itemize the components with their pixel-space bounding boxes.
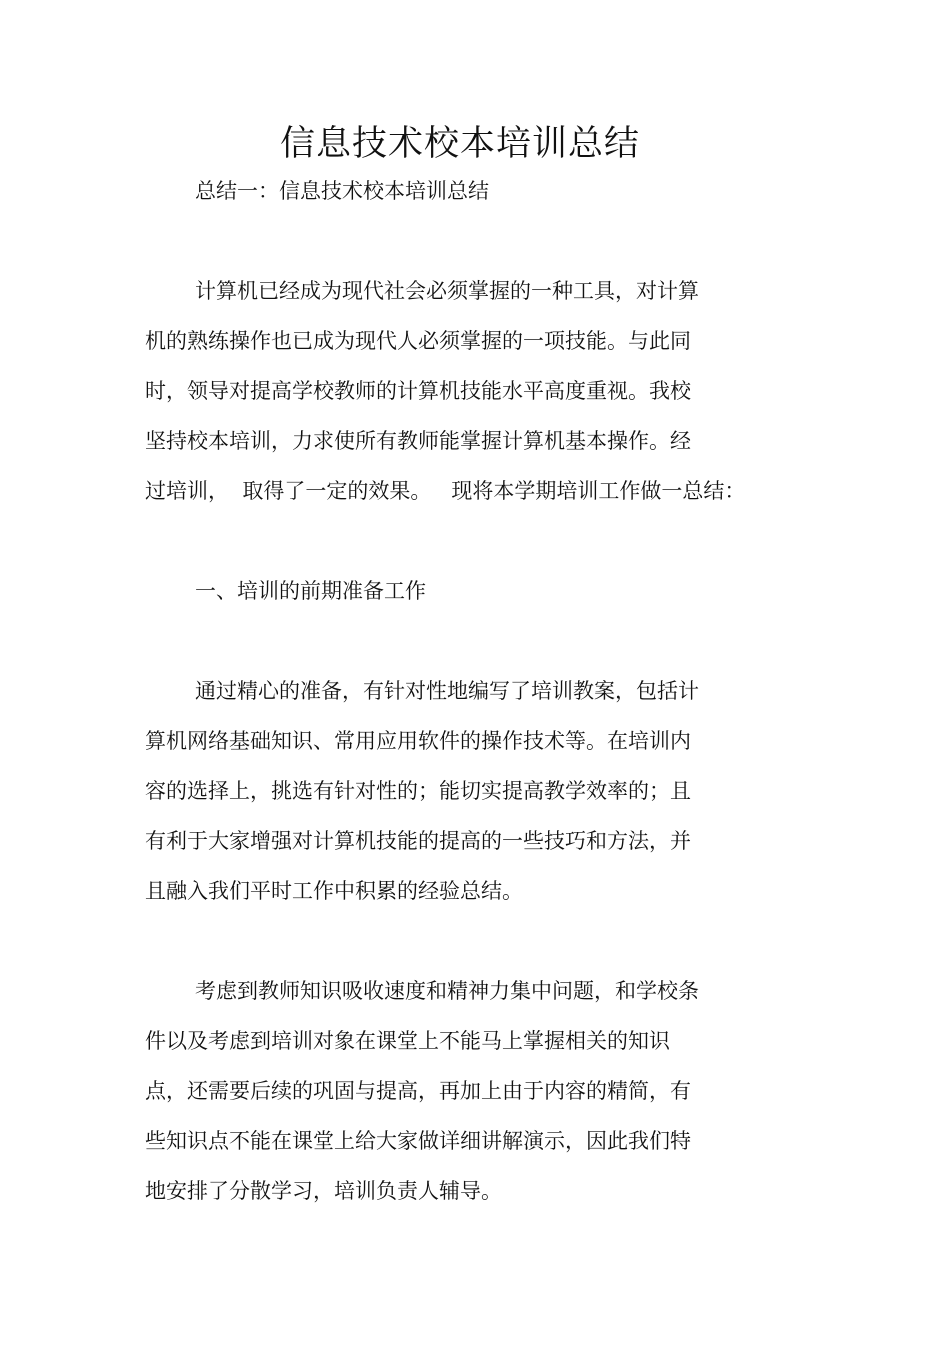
paragraph-line: 有利于大家增强对计算机技能的提高的一些技巧和方法，并 [145,829,691,853]
paragraph-line: 容的选择上，挑选有针对性的；能切实提高教学效率的；且 [145,779,691,803]
paragraph-line: 点，还需要后续的巩固与提高，再加上由于内容的精简，有 [145,1079,691,1103]
paragraph-line: 且融入我们平时工作中积累的经验总结。 [145,879,523,903]
document-subtitle: 总结一：信息技术校本培训总结 [195,179,489,203]
paragraph-line: 机的熟练操作也已成为现代人必须掌握的一项技能。与此同 [145,329,691,353]
document-title: 信息技术校本培训总结 [279,124,640,164]
paragraph-line: 算机网络基础知识、常用应用软件的操作技术等。在培训内 [145,729,691,753]
paragraph-line: 考虑到教师知识吸收速度和精神力集中问题，和学校条 [195,979,699,1003]
section-heading: 一、培训的前期准备工作 [195,579,426,603]
paragraph-line: 过培训， 取得了一定的效果。 现将本学期培训工作做一总结： [145,479,746,503]
paragraph-line: 通过精心的准备，有针对性地编写了培训教案，包括计 [195,679,699,703]
paragraph-line: 些知识点不能在课堂上给大家做详细讲解演示，因此我们特 [145,1129,691,1153]
paragraph-line: 时，领导对提高学校教师的计算机技能水平高度重视。我校 [145,379,691,403]
paragraph-line: 计算机已经成为现代社会必须掌握的一种工具，对计算 [195,279,699,303]
paragraph-line: 地安排了分散学习，培训负责人辅导。 [145,1179,502,1203]
paragraph-line: 坚持校本培训，力求使所有教师能掌握计算机基本操作。经 [145,429,691,453]
paragraph-line: 件以及考虑到培训对象在课堂上不能马上掌握相关的知识 [145,1029,670,1053]
